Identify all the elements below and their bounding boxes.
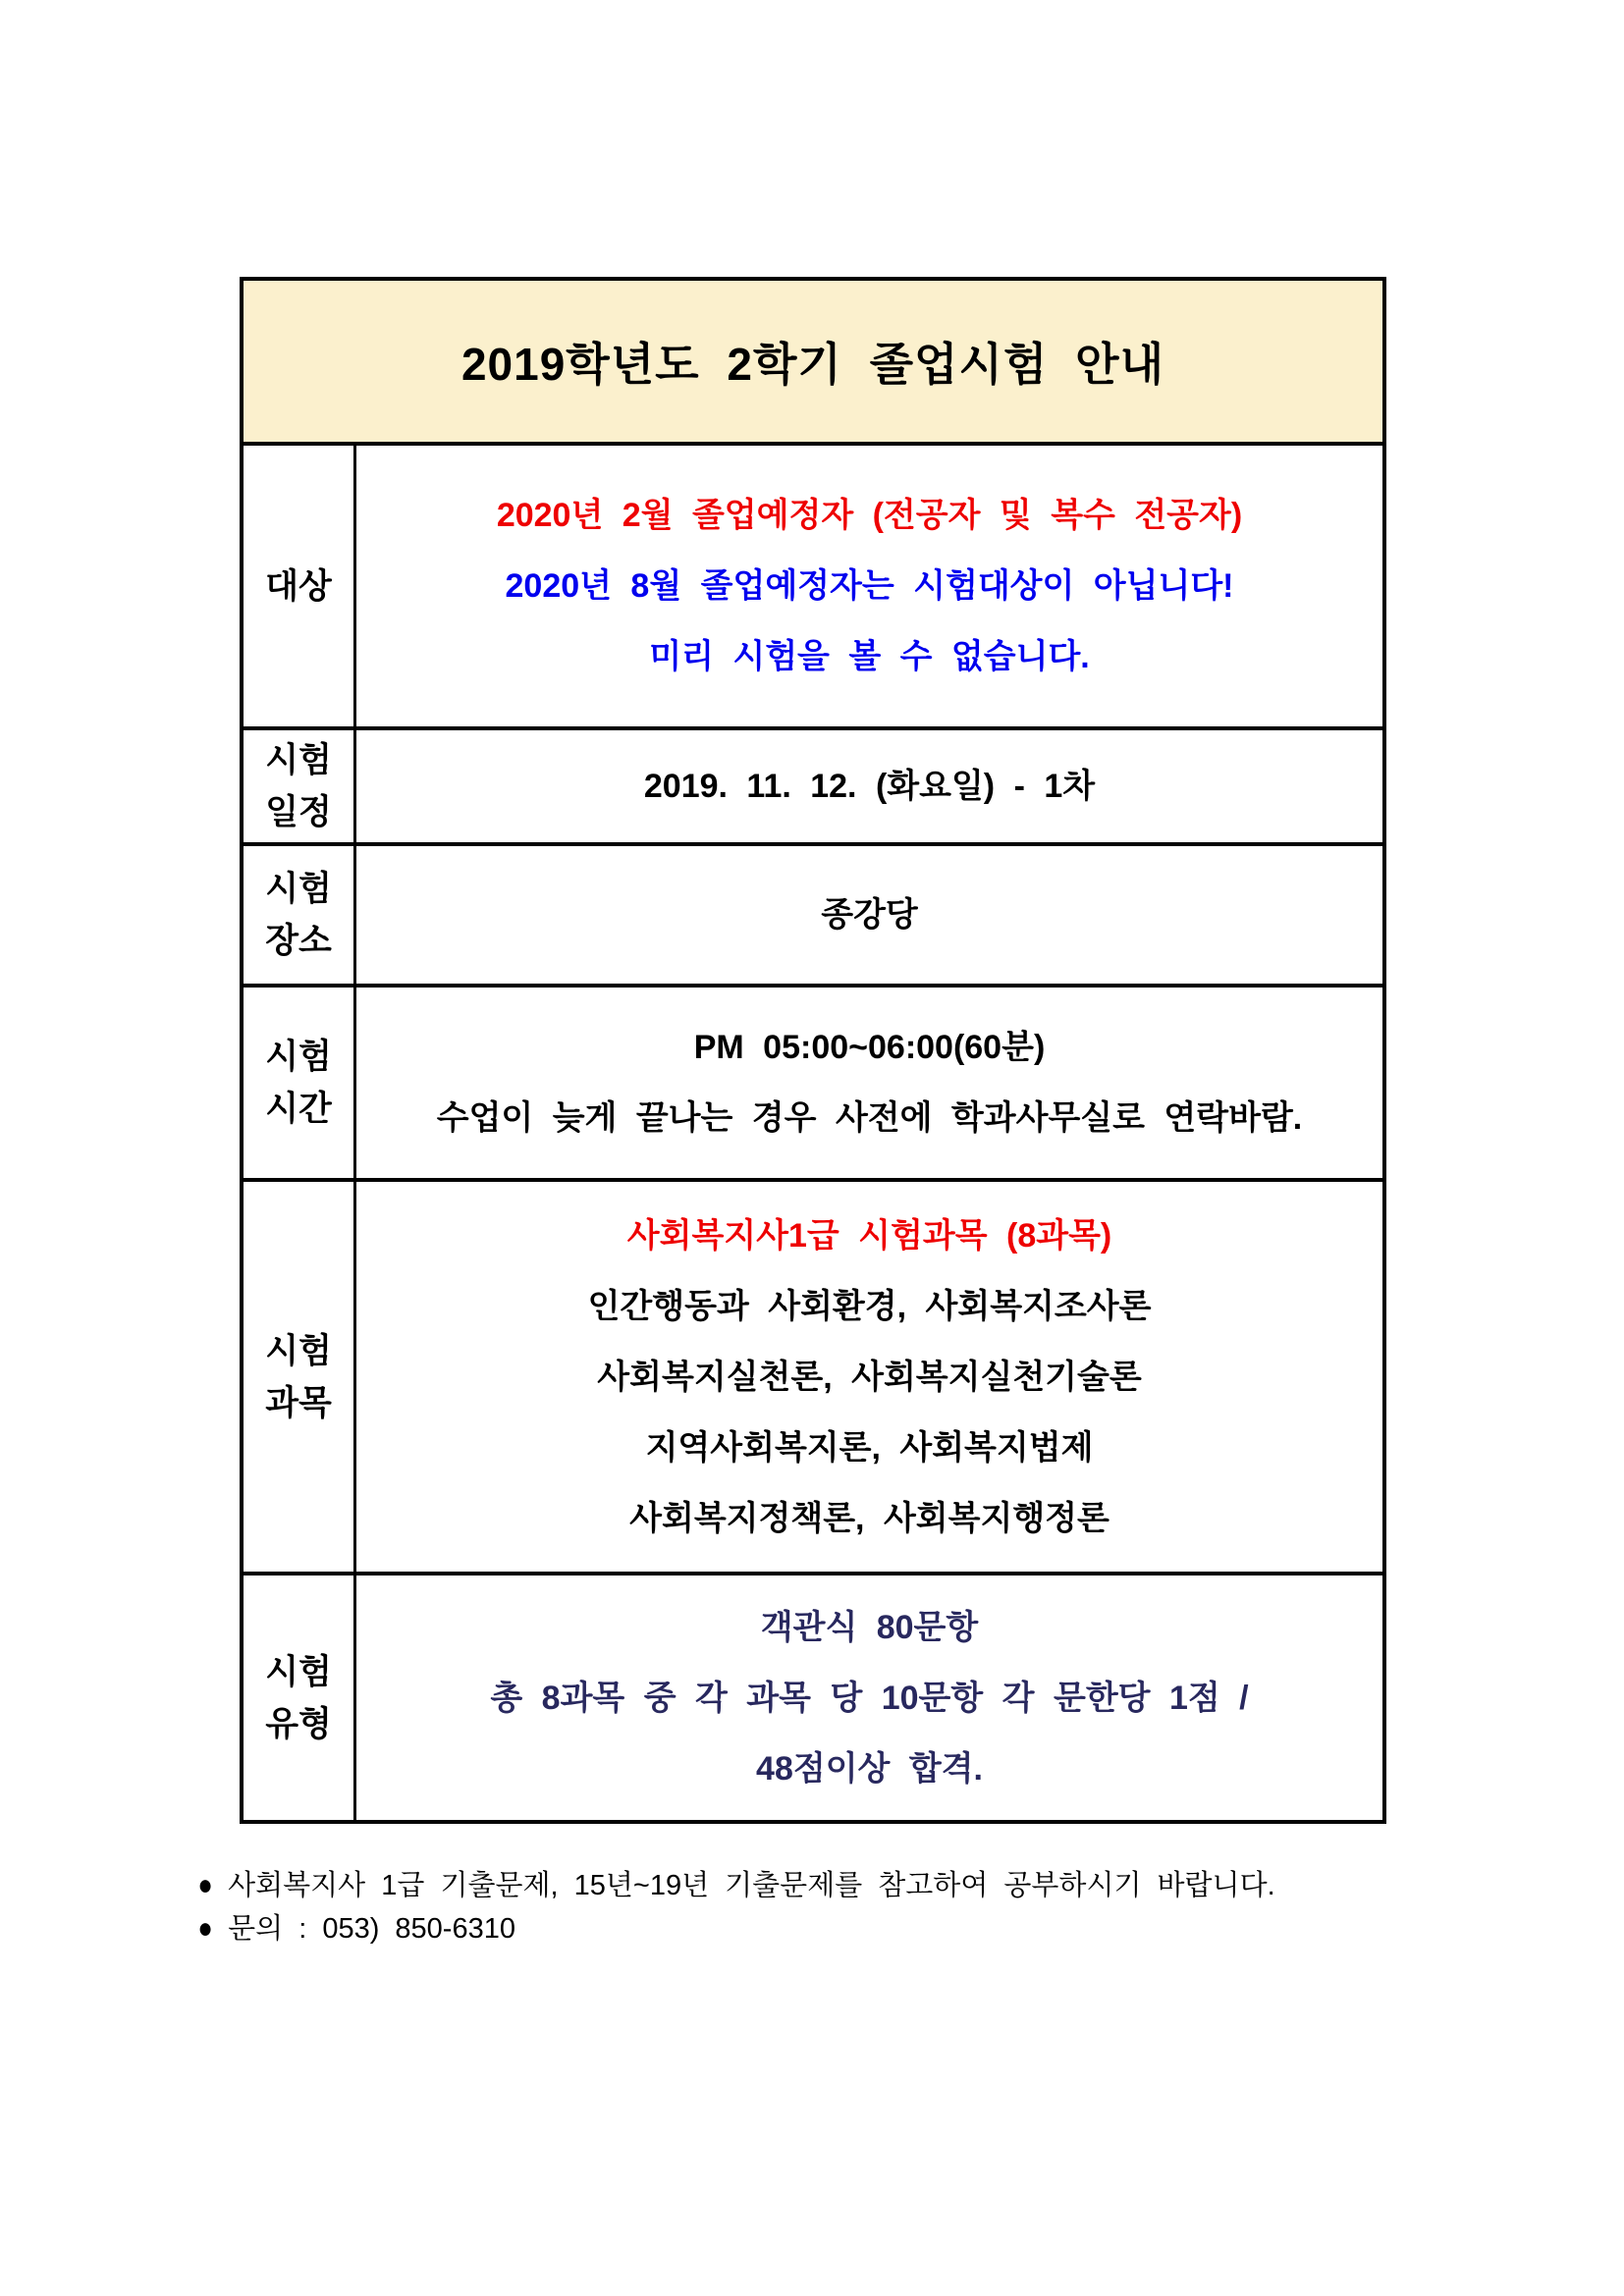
table-row-subjects [244,1178,1382,1572]
row-label-text: 유형 [265,1704,332,1743]
table-row-schedule [244,726,1382,842]
table-header-row [244,281,1382,442]
content-line: PM 05:00~06:00(60분) [693,1029,1046,1066]
table-row-type [244,1572,1382,1820]
content-line: 수업이 늦게 끝나는 경우 사전에 학과사무실로 연락바람. [436,1099,1303,1137]
row-label-text: 시험 [265,1652,332,1691]
footer-note-text: 사회복지사 1급 기출문제, 15년~19년 기출문제를 참고하여 공부하시기 바랍니다. [228,1870,1275,1901]
row-content-type [356,1575,1382,1820]
content-line: 종강당 [821,896,918,934]
row-label-text: 시험 [265,741,332,779]
page-title: 2019학년도 2학기 졸업시험 안내 [460,339,1165,390]
row-content-place [356,846,1382,984]
row-content-subjects [356,1182,1382,1572]
row-label-schedule [244,730,356,842]
row-label-text: 시험 [265,1038,332,1076]
row-label-time [244,988,356,1178]
row-label-type [244,1575,356,1820]
content-line: 총 8과목 중 각 과목 당 10문항 각 문한당 1점 / [490,1679,1249,1717]
row-content-time [356,988,1382,1178]
content-line: 사회복지실천론, 사회복지실천기술론 [597,1358,1142,1396]
row-content-schedule [356,730,1382,842]
row-label-text: 일정 [265,793,332,831]
content-line: 사회복지사1급 시험과목 (8과목) [626,1216,1112,1255]
content-line: 지역사회복지론, 사회복지법제 [645,1428,1094,1467]
content-line: 2020년 2월 졸업예정자 (전공자 및 복수 전공자) [496,497,1243,534]
row-label-target [244,446,356,726]
content-line: 2020년 8월 졸업예정자는 시험대상이 아닙니다! [505,567,1234,605]
table-row-place [244,842,1382,984]
content-line: 인간행동과 사회환경, 사회복지조사론 [587,1287,1152,1325]
bullet-icon: ● [197,1912,213,1945]
row-label-text: 시험 [265,1331,332,1370]
footer-note-text: 문의 : 053) 850-6310 [228,1913,515,1945]
content-line: 객관식 80문항 [760,1608,979,1646]
bullet-icon: ● [197,1869,213,1901]
footer-note [196,1907,1434,1950]
row-label-place [244,846,356,984]
footer-notes [196,1864,1434,1950]
row-label-subjects [244,1182,356,1572]
exam-notice-table [240,277,1386,1824]
row-label-text: 시간 [265,1090,332,1128]
content-line: 2019. 11. 12. (화요일) - 1차 [643,768,1096,805]
row-label-text: 시험 [265,870,332,908]
row-label-text: 장소 [265,922,332,960]
table-row-time [244,984,1382,1178]
row-label-text: 대상 [265,566,332,606]
footer-note [196,1864,1434,1907]
content-line: 미리 시험을 볼 수 없습니다. [649,638,1090,675]
row-content-target [356,446,1382,726]
content-line: 48점이상 합격. [756,1749,983,1788]
table-row-target [244,442,1382,726]
content-line: 사회복지정책론, 사회복지행정론 [629,1499,1110,1537]
row-label-text: 과목 [265,1383,332,1422]
